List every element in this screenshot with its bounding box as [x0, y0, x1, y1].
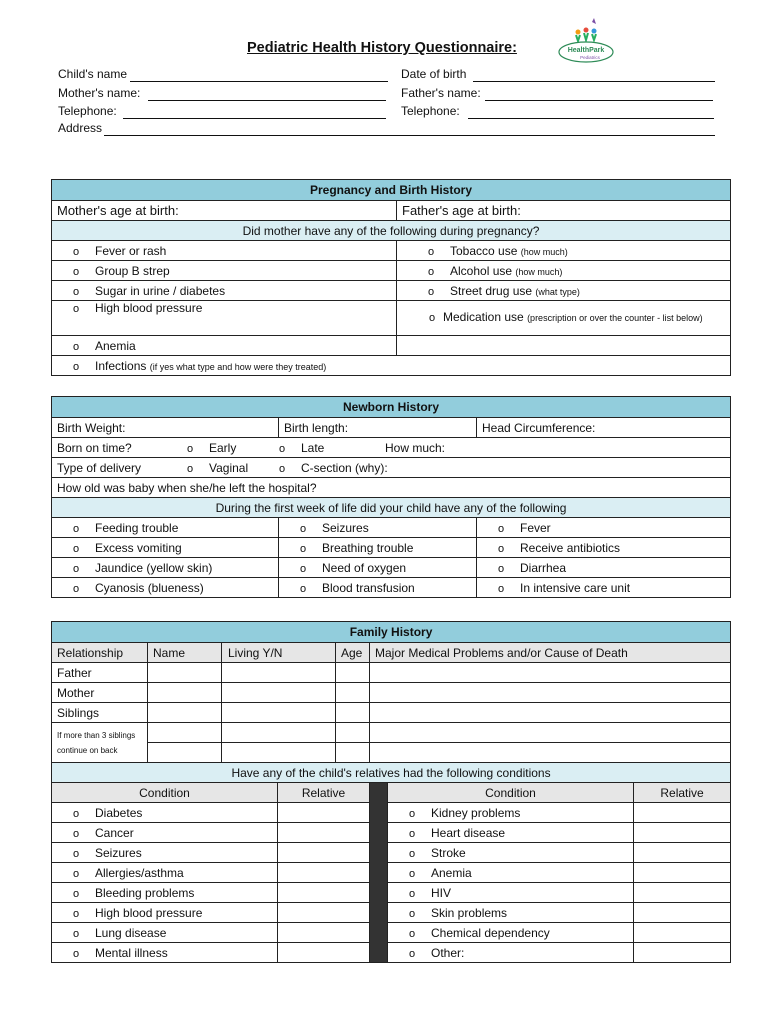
- condition-item: o Chemical dependency: [388, 923, 634, 943]
- condition-item: o Allergies/asthma: [52, 863, 278, 883]
- condition-item: o Cancer: [52, 823, 278, 843]
- head-circumference-cell[interactable]: Head Circumference:: [477, 418, 731, 438]
- living-cell[interactable]: [222, 743, 336, 763]
- condition-header-left: Condition: [52, 783, 278, 803]
- pregnancy-item[interactable]: o High blood pressure: [52, 301, 397, 336]
- column-divider: [370, 783, 388, 963]
- bullet-icon: o: [73, 340, 80, 353]
- bullet-icon: o: [73, 887, 80, 900]
- age-cell[interactable]: [336, 683, 370, 703]
- type-of-delivery-row[interactable]: Type of delivery o Vaginal o C-section (why):: [52, 458, 731, 478]
- siblings-note: If more than 3 siblings continue on back: [52, 723, 148, 763]
- bullet-icon: o: [409, 867, 416, 880]
- problems-cell[interactable]: [370, 743, 731, 763]
- vaginal-option[interactable]: Vaginal: [209, 460, 249, 475]
- relationship-mother: Mother: [52, 683, 148, 703]
- c-section-option[interactable]: C-section (why):: [301, 460, 388, 475]
- infections-item[interactable]: o Infections (if yes what type and how were they treated): [52, 356, 731, 376]
- problems-cell[interactable]: [370, 703, 731, 723]
- pregnancy-item[interactable]: o Street drug use (what type): [397, 281, 731, 301]
- bullet-icon: o: [73, 582, 80, 595]
- bullet-icon: o: [300, 522, 307, 535]
- age-cell[interactable]: [336, 663, 370, 683]
- bullet-icon: o: [73, 807, 80, 820]
- newborn-item[interactable]: o Blood transfusion: [279, 578, 477, 598]
- relative-cell[interactable]: [278, 943, 370, 963]
- page-title: Pediatric Health History Questionnaire:: [247, 40, 517, 56]
- bullet-icon: o: [73, 542, 80, 555]
- relative-cell[interactable]: [634, 883, 731, 903]
- early-option[interactable]: Early: [209, 440, 237, 455]
- relationship-siblings: Siblings: [52, 703, 148, 723]
- bullet-icon: o: [409, 927, 416, 940]
- family-question: Have any of the child's relatives had the following conditions: [52, 763, 731, 783]
- relative-cell[interactable]: [278, 883, 370, 903]
- newborn-item[interactable]: o Diarrhea: [477, 558, 731, 578]
- bullet-icon: o: [73, 303, 80, 315]
- bullet-icon: o: [73, 562, 80, 575]
- mothers-name-field[interactable]: Mother's name:: [58, 86, 386, 102]
- living-cell[interactable]: [222, 723, 336, 743]
- bullet-icon: o: [498, 562, 505, 575]
- name-cell[interactable]: [148, 683, 222, 703]
- bullet-icon: o: [73, 827, 80, 840]
- newborn-item[interactable]: o Fever: [477, 518, 731, 538]
- pregnancy-question: Did mother have any of the following during pregnancy?: [52, 221, 731, 241]
- relative-cell[interactable]: [634, 923, 731, 943]
- bullet-icon: o: [409, 947, 416, 960]
- pregnancy-item[interactable]: o Tobacco use (how much): [397, 241, 731, 261]
- newborn-item[interactable]: o Seizures: [279, 518, 477, 538]
- bullet-icon: o: [187, 442, 194, 455]
- header-age: Age: [336, 643, 370, 663]
- telephone-right-field[interactable]: Telephone:: [401, 104, 714, 120]
- fathers-name-field[interactable]: Father's name:: [401, 86, 713, 102]
- bullet-icon: o: [73, 360, 80, 373]
- bullet-icon: o: [73, 285, 80, 298]
- problems-cell[interactable]: [370, 663, 731, 683]
- condition-item: o Other:: [388, 943, 634, 963]
- header-name: Name: [148, 643, 222, 663]
- bullet-icon: o: [73, 522, 80, 535]
- name-cell[interactable]: [148, 743, 222, 763]
- date-of-birth-field[interactable]: Date of birth: [401, 67, 715, 83]
- bullet-icon: o: [428, 285, 435, 298]
- pregnancy-item[interactable]: o Anemia: [52, 336, 397, 356]
- pregnancy-item[interactable]: o Fever or rash: [52, 241, 397, 261]
- pregnancy-item[interactable]: o Group B strep: [52, 261, 397, 281]
- bullet-icon: o: [73, 867, 80, 880]
- header-relationship: Relationship: [52, 643, 148, 663]
- bullet-icon: o: [409, 807, 416, 820]
- condition-item: o Anemia: [388, 863, 634, 883]
- telephone-left-field[interactable]: Telephone:: [58, 104, 386, 120]
- relative-cell[interactable]: [278, 823, 370, 843]
- bullet-icon: o: [73, 947, 80, 960]
- condition-item: o Lung disease: [52, 923, 278, 943]
- relative-cell[interactable]: [278, 803, 370, 823]
- newborn-table: [51, 396, 731, 598]
- newborn-item[interactable]: o Feeding trouble: [52, 518, 279, 538]
- condition-item: o Skin problems: [388, 903, 634, 923]
- condition-item: o High blood pressure: [52, 903, 278, 923]
- bullet-icon: o: [428, 265, 435, 278]
- birth-weight-cell[interactable]: Birth Weight:: [52, 418, 279, 438]
- relative-cell[interactable]: [634, 903, 731, 923]
- age-cell[interactable]: [336, 743, 370, 763]
- family-table: [51, 621, 731, 963]
- newborn-item[interactable]: o Receive antibiotics: [477, 538, 731, 558]
- healthpark-logo: [556, 18, 616, 66]
- pregnancy-title: Pregnancy and Birth History: [52, 180, 731, 201]
- fathers-age-cell[interactable]: Father's age at birth:: [397, 201, 731, 221]
- header-major-problems: Major Medical Problems and/or Cause of Death: [370, 643, 731, 663]
- living-cell[interactable]: [222, 683, 336, 703]
- relative-header-right: Relative: [634, 783, 731, 803]
- left-hospital-row[interactable]: How old was baby when she/he left the hospital?: [52, 478, 731, 498]
- bullet-icon: o: [73, 245, 80, 258]
- condition-item: o Bleeding problems: [52, 883, 278, 903]
- bullet-icon: o: [300, 542, 307, 555]
- bullet-icon: o: [300, 582, 307, 595]
- living-cell[interactable]: [222, 703, 336, 723]
- condition-item: o Kidney problems: [388, 803, 634, 823]
- bullet-icon: o: [409, 827, 416, 840]
- bullet-icon: o: [428, 245, 435, 258]
- relative-cell[interactable]: [278, 863, 370, 883]
- condition-item: o HIV: [388, 883, 634, 903]
- name-cell[interactable]: [148, 663, 222, 683]
- pregnancy-table: [51, 179, 731, 376]
- bullet-icon: o: [409, 847, 416, 860]
- bullet-icon: o: [279, 462, 286, 475]
- condition-item: o Diabetes: [52, 803, 278, 823]
- bullet-icon: o: [409, 907, 416, 920]
- newborn-item[interactable]: o Need of oxygen: [279, 558, 477, 578]
- relative-cell[interactable]: [278, 903, 370, 923]
- relative-cell[interactable]: [634, 863, 731, 883]
- address-field[interactable]: Address: [58, 121, 715, 137]
- born-on-time-row[interactable]: Born on time? o Early o Late How much:: [52, 438, 731, 458]
- bullet-icon: o: [279, 442, 286, 455]
- svg-text:HealthPark: HealthPark: [567, 47, 605, 54]
- late-option[interactable]: Late: [301, 440, 325, 455]
- condition-item: o Stroke: [388, 843, 634, 863]
- condition-item: o Seizures: [52, 843, 278, 863]
- problems-cell[interactable]: [370, 683, 731, 703]
- pregnancy-item[interactable]: o Sugar in urine / diabetes: [52, 281, 397, 301]
- bullet-icon: o: [498, 542, 505, 555]
- living-cell[interactable]: [222, 663, 336, 683]
- age-cell[interactable]: [336, 703, 370, 723]
- condition-item: o Mental illness: [52, 943, 278, 963]
- relative-cell[interactable]: [634, 943, 731, 963]
- name-cell[interactable]: [148, 723, 222, 743]
- mothers-age-cell[interactable]: Mother's age at birth:: [52, 201, 397, 221]
- newborn-question: During the first week of life did your child have any of the following: [52, 498, 731, 518]
- problems-cell[interactable]: [370, 723, 731, 743]
- bullet-icon: o: [73, 927, 80, 940]
- relative-cell[interactable]: [634, 823, 731, 843]
- relative-cell[interactable]: [278, 923, 370, 943]
- empty-cell: [397, 336, 731, 356]
- newborn-title: Newborn History: [52, 397, 731, 418]
- newborn-item[interactable]: o Breathing trouble: [279, 538, 477, 558]
- pregnancy-item[interactable]: o Medication use (prescription or over the counter - list below): [397, 301, 731, 336]
- bullet-icon: o: [73, 907, 80, 920]
- age-cell[interactable]: [336, 723, 370, 743]
- bullet-icon: o: [73, 847, 80, 860]
- condition-header-right: Condition: [388, 783, 634, 803]
- relative-cell[interactable]: [634, 803, 731, 823]
- relationship-father: Father: [52, 663, 148, 683]
- bullet-icon: o: [300, 562, 307, 575]
- relative-cell[interactable]: [278, 843, 370, 863]
- bullet-icon: o: [187, 462, 194, 475]
- bullet-icon: o: [409, 887, 416, 900]
- condition-item: o Heart disease: [388, 823, 634, 843]
- newborn-item[interactable]: o Excess vomiting: [52, 538, 279, 558]
- relative-header-left: Relative: [278, 783, 370, 803]
- newborn-item[interactable]: o In intensive care unit: [477, 578, 731, 598]
- pregnancy-item[interactable]: o Alcohol use (how much): [397, 261, 731, 281]
- bullet-icon: o: [498, 582, 505, 595]
- name-cell[interactable]: [148, 703, 222, 723]
- relative-cell[interactable]: [634, 843, 731, 863]
- newborn-item[interactable]: o Cyanosis (blueness): [52, 578, 279, 598]
- birth-length-cell[interactable]: Birth length:: [279, 418, 477, 438]
- header-living: Living Y/N: [222, 643, 336, 663]
- newborn-item[interactable]: o Jaundice (yellow skin): [52, 558, 279, 578]
- bullet-icon: o: [498, 522, 505, 535]
- child-name-field[interactable]: Child's name: [58, 67, 388, 83]
- bullet-icon: o: [429, 312, 436, 324]
- svg-text:Pediatrics: Pediatrics: [580, 55, 600, 60]
- bullet-icon: o: [73, 265, 80, 278]
- family-title: Family History: [52, 622, 731, 643]
